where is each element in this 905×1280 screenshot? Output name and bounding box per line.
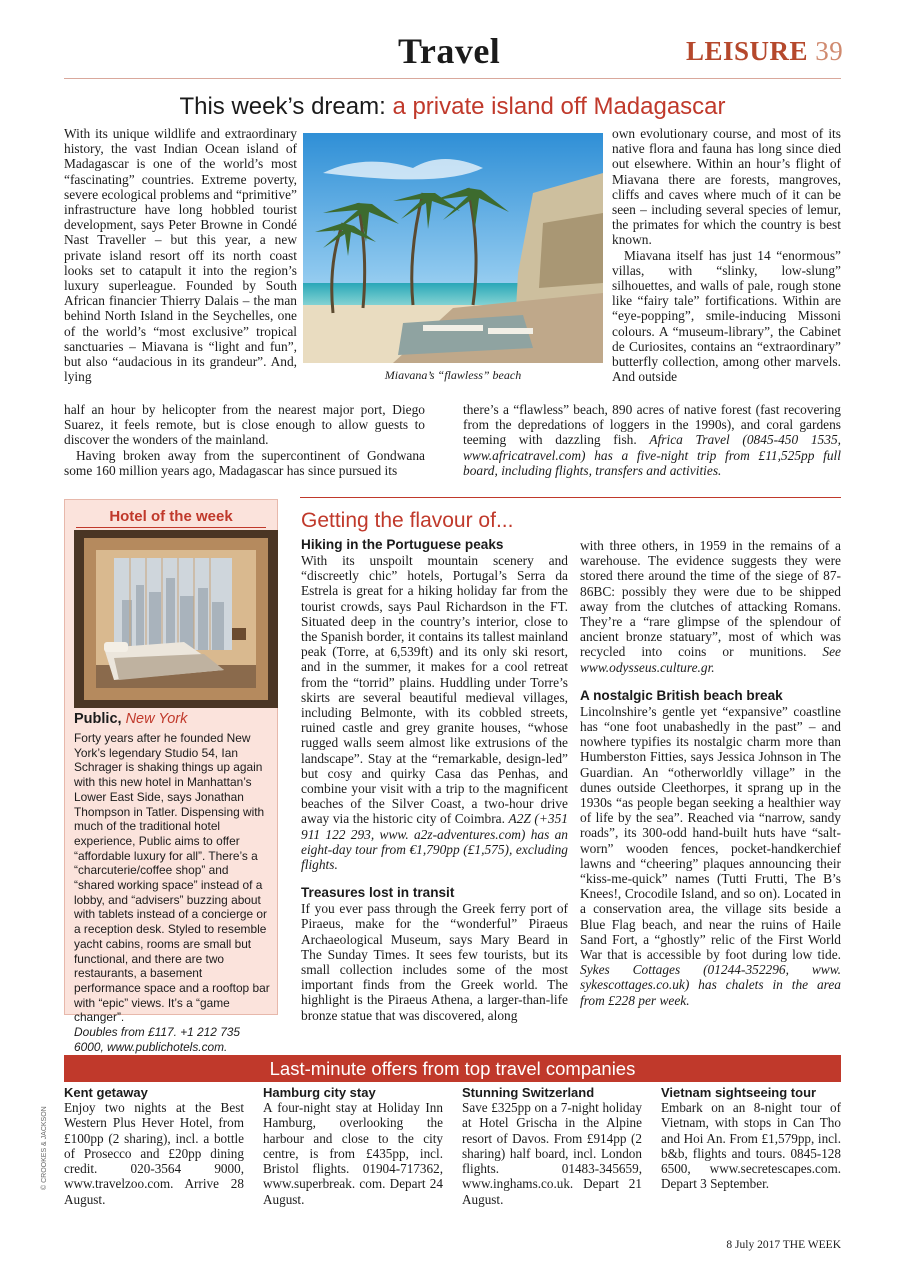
offer-body: Embark on an 8-night tour of Vietnam, with stops in Can Tho and Hoi An. From £1,579pp, incl. b&b, flights and tours. 0845-128 6500, www.secretescapes.com. Depart 3 September. (661, 1100, 841, 1192)
photo-credit: © CROOKES & JACKSON (41, 1106, 48, 1190)
page-footer (640, 1239, 841, 1251)
hotel-heading-rule (76, 527, 266, 528)
dream-col3-continued: there’s a “flawless” beach, 890 acres of native forest (fast recovering from the depredations of loggers in the 1990s), and coral gardens teeming with dazzling fish. (463, 402, 841, 448)
dream-headline-highlight: a private island off Madagascar (392, 93, 726, 120)
flavour-heading: Getting the flavour of... (301, 509, 514, 532)
beach-body: Lincolnshire’s gentle yet “expansive” coastline has “one foot unabashedly in the past” – and nowhere typifies its nostalgic charm more than Humberston Fitties, says Jessica Johnson in The Guardian. An “otherworldly village” in the dunes outside Cleethorpes, it sprang up in the 1930s “as people began seeking a healthier way of life by the sea”. Reached via “narrow, sandy roads”, its 300-odd hand-built huts have “salt-worn” wooden fences, pocket-handkerchief lawns and “cheering” plaques announcing their “kiss-me-quick” names (Tutti Frutti, The B’s Knees!, Crocodile Island, and so on). Located in a conservation area, the village sits beside a Blue Flag beach, and near the ruins of Haile Sand Fort, a “ghostly” relic of the First World War that is accessible by foot during low tide. (580, 703, 841, 963)
flavour-col2 (580, 538, 841, 1008)
section-title: Travel (398, 31, 501, 71)
offer-title: Kent getaway (64, 1085, 148, 1100)
offer-card (64, 1085, 244, 1207)
offer-title: Stunning Switzerland (462, 1085, 595, 1100)
transit-text (580, 538, 841, 675)
beach-title: A nostalgic British beach break (580, 687, 783, 703)
hotel-booking-info: Doubles from £117. +1 212 735 6000, www.publichotels.com. (74, 1025, 241, 1054)
header-divider (64, 78, 841, 79)
offer-title: Hamburg city stay (263, 1085, 376, 1100)
offer-card (661, 1085, 841, 1192)
leisure-label: LEISURE (686, 36, 809, 66)
dream-col1-paragraph: Having broken away from the supercontinent of Gondwana some 160 million years ago, Madagascar has since pursued its (64, 447, 425, 478)
offer-title: Vietnam sightseeing tour (661, 1085, 817, 1100)
dream-headline-lead: This week’s dream: (179, 93, 386, 120)
publication-name: THE WEEK (782, 1239, 841, 1251)
page-number: 39 (815, 36, 844, 66)
dream-booking-info: Africa Travel (0845-450 1535, www.africatravel.com) has a five-night trip from £11,525pp full board, including flights, transfers and activities. (463, 432, 841, 478)
hiking-body: With its unspoilt mountain scenery and “discreetly chic” hotels, Portugal’s Serra da Estrela is great for a hiking holiday far from the tourist crowds, says Paul Richardson in the FT. Situated deep in the country’s interior, close to the Spanish border, it contains its tallest mainland peak (Torre, at 6,539ft) and its only ski resort, and in the summer, it makes for a cool retreat from the “torrid” plains. Huddling under Torre’s skirts are several beautiful medieval villages, including Belmonte, with its cobbled streets, ruined castle and grey granite houses, “whose rugged walls seem almost like extrusions of the landscape”. Stay at the “remarkable, design-led” but cosy and quirky Casa das Penhas, and combine your visit with a trip to the magnificent beaches of the Silver Coast, a two-hour drive away via the historic city of Coimbra. (301, 553, 568, 827)
offer-body: A four-night stay at Holiday Inn Hamburg, overlooking the harbour and close to the city centre, is from £435pp, incl. Bristol flights. 01904-717362, www.superbreak. com. Depart 24 August. (263, 1100, 443, 1207)
hiking-text (301, 553, 568, 872)
dream-col1-continued: half an hour by helicopter from the nearest major port, Diego Suarez, it feels remote, but is close enough to allow guests to discover the wonders of the mainland. (64, 402, 425, 448)
hotel-room-photo (74, 530, 278, 708)
transit-title: Treasures lost in transit (301, 885, 455, 901)
offers-heading: Last-minute offers from top travel companies (64, 1055, 841, 1082)
dream-col3-paragraph: Miavana itself has just 14 “enormous” villas, with “slinky, low-slung” silhouettes, and walls of pale, rough stone like “fairy tale” fortifications. Within are “eye-popping”, smile-inducing Missoni colours. A “museum-library”, the Cabinet de Curiosites, contains an “extraordinary” butterfly collection, among other marvels. And outside (612, 247, 841, 385)
hotel-heading: Hotel of the week (109, 508, 233, 525)
beach-booking: Sykes Cottages (01244-352296, www. sykescottages.co.uk) has chalets in the area from £228 per week. (580, 962, 841, 1008)
section-label (686, 36, 843, 67)
hotel-city: New York (125, 711, 188, 727)
dream-col1-narrow: With its unique wildlife and extraordinary history, the vast Indian Ocean island of Madagascar is one of the world’s most “fascinating” countries. Extreme poverty, severe ecological problems and “primitive” infrastructure have long hobbled tourist development, says Peter Browne in Condé Nast Traveller – but this year, a new private island resort off its north coast looks set to catapult it into the region’s luxury superleague. Founded by South African financier Thierry Dalais – the man behind North Island in the Seychelles, one of the world’s “most exclusive” tropical sanctuaries – Miavana is “light and fun”, but also “audacious in its grandeur”. And, lying (64, 126, 297, 385)
dream-col3-wide (463, 402, 841, 478)
transit-body: If you ever pass through the Greek ferry port of Piraeus, make for the “wonderful” Piraeus Archaeological Museum, says Mary Beard in The Sunday Times. It sees few tourists, but its small collection includes some of the most important finds from the Greek world. The highlight is the Piraeus Athena, a larger-than-life bronze statue that was discovered, along (301, 901, 568, 1023)
hotel-text (74, 731, 272, 1054)
dream-col3-narrow (612, 126, 841, 384)
hiking-booking: A2Z (+351 911 122 293, www. a2z-adventures.com) has an eight-day tour from €1,790pp (£1,575), excluding flights. (301, 811, 568, 873)
beach-text (580, 704, 841, 1008)
offer-card (263, 1085, 443, 1207)
dream-headline (64, 93, 841, 121)
hotel-name (74, 711, 187, 727)
section-divider (300, 497, 841, 498)
photo-caption: Miavana’s “flawless” beach (384, 368, 522, 382)
issue-date: 8 July 2017 (726, 1239, 781, 1251)
offer-card (462, 1085, 642, 1207)
hiking-title: Hiking in the Portuguese peaks (301, 537, 504, 552)
hotel-description: Forty years after he founded New York’s legendary Studio 54, Ian Schrager is shaking things up again with this new hotel in Manhattan’s Lower East Side, says Jonathan Thompson in Tatler. Dispensing with much of the traditional hotel experience, Public aims to offer “affordable luxury for all”. There’s a “charcuterie/coffee shop” and “shared working space” instead of a lobby, and “advisers” buzzing about with tablets instead of a concierge or a reception desk. Styled to resemble yacht cabins, rooms are small but functional, and there are two restaurants, a basement performance space and a rooftop bar with “epic” views. It’s a “game changer”. (74, 731, 270, 1025)
dream-col1-wide (64, 402, 425, 478)
hotel-name-text: Public, (74, 711, 122, 727)
offer-body: Save £325pp on a 7-night holiday at Hotel Grischa in the Alpine resort of Davos. From £914pp (2 sharing) half board, incl. London flights. 01483-345659, www.inghams.co.uk. Depart 21 August. (462, 1100, 642, 1207)
transit-booking: See www.odysseus.culture.gr. (580, 644, 841, 675)
beach-photo (303, 133, 603, 363)
offer-body: Enjoy two nights at the Best Western Plus Hever Hotel, from £100pp (2 sharing), incl. a bottle of Prosecco and £20pp dining credit. 020-3564 9000, www.travelzoo.com. Arrive 28 August. (64, 1100, 244, 1207)
transit-continued: with three others, in 1959 in the remains of a warehouse. The evidence suggests they were stored there around the time of the siege of 87-86BC: possibly they were due to be shipped away from the clutches of attacking Romans. They’re a “rare glimpse of the splendour of ancient bronze statuary”, most of which was recycled into coins or munitions. (580, 538, 841, 660)
flavour-col1 (301, 537, 568, 1023)
dream-col3-text: own evolutionary course, and most of its native flora and fauna has long since died out elsewhere. Within an hour’s flight of Miavana there are forests, mangroves, cliffs and caves where much of it can be seen – including several species of lemur, the primates for which the country is best known. (612, 126, 841, 248)
